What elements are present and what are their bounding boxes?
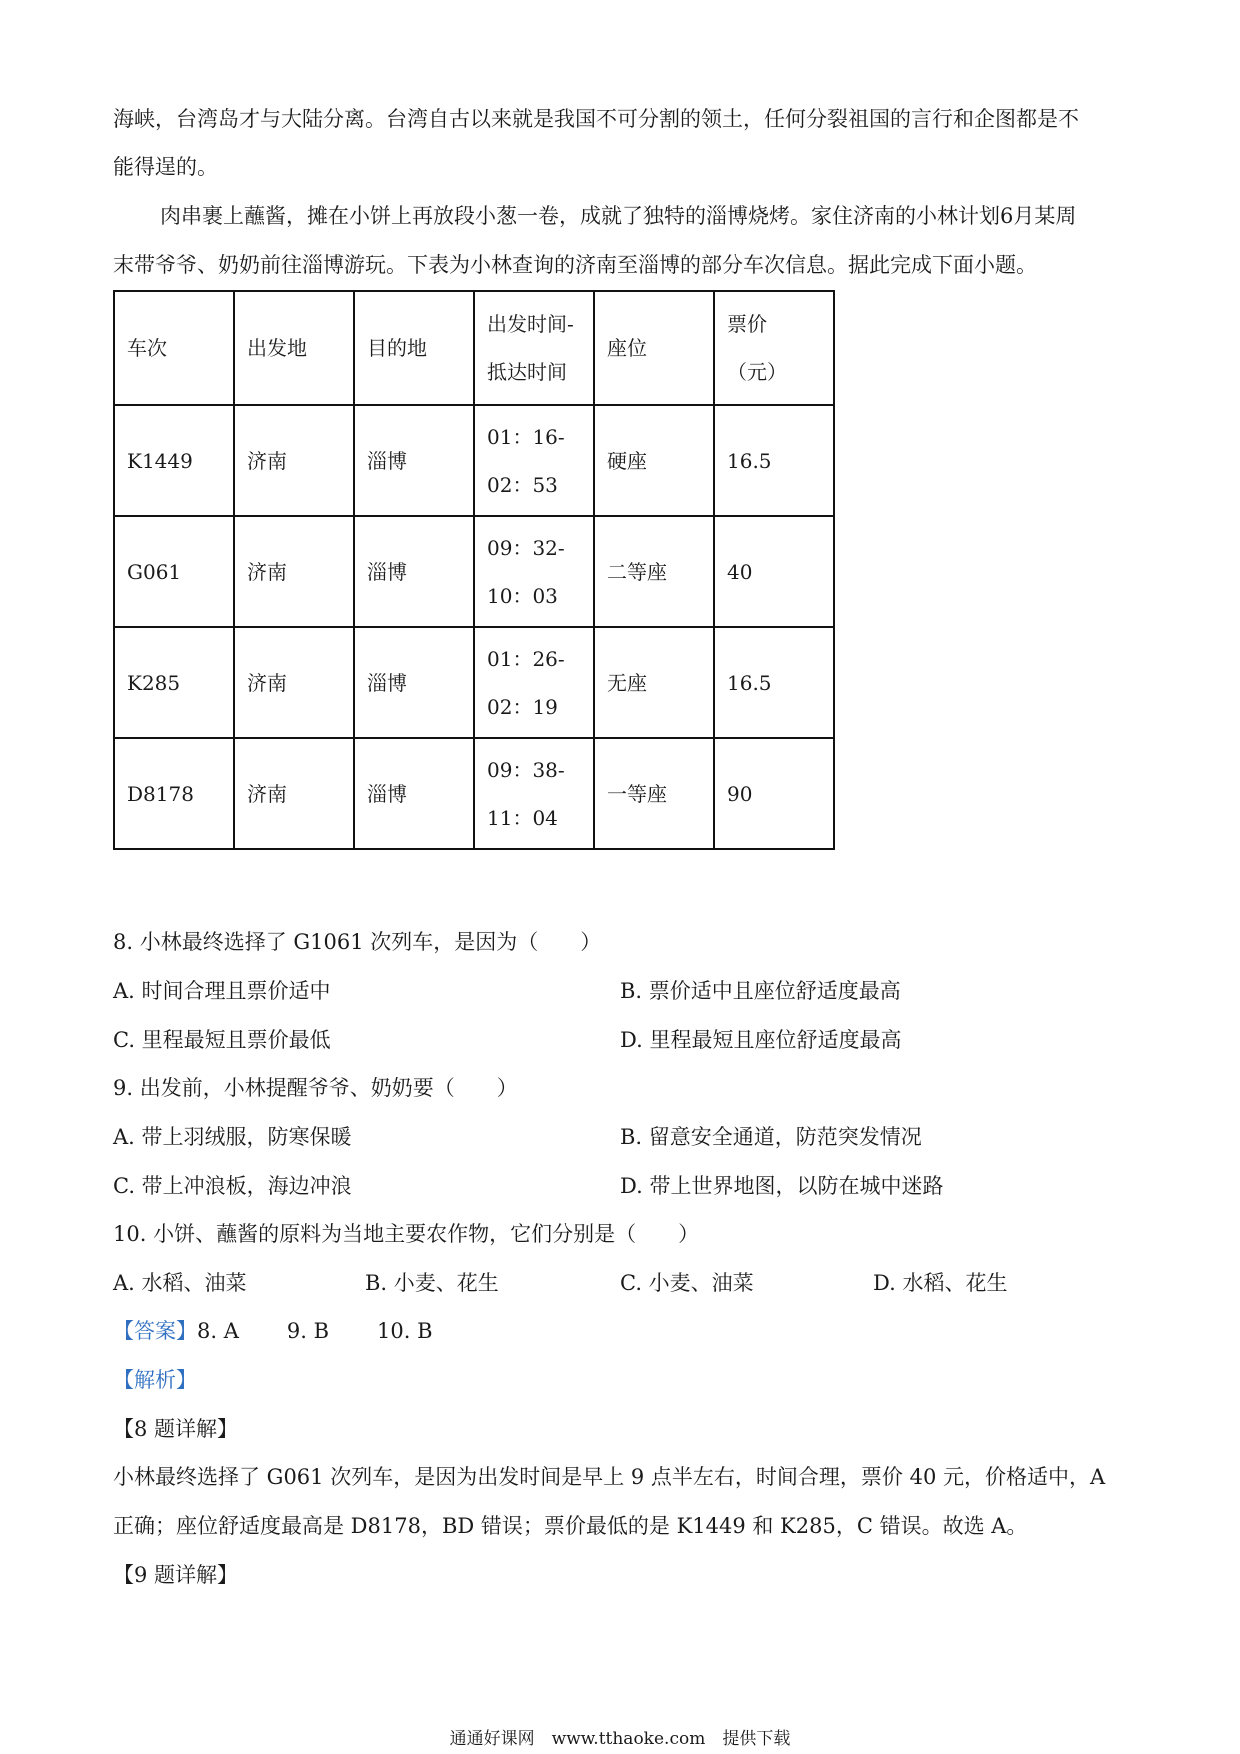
cell-from: 济南 bbox=[234, 516, 354, 627]
intro-line-1: 海峡，台湾岛才与大陆分离。台湾自古以来就是我国不可分割的领土，任何分裂祖国的言行和企图都是不 bbox=[113, 107, 1079, 131]
intro-line-2: 能得逞的。 bbox=[113, 155, 218, 179]
analysis-tag: 【解析】 bbox=[113, 1368, 197, 1392]
cell-seat: 硬座 bbox=[594, 405, 714, 516]
cell-from: 济南 bbox=[234, 405, 354, 516]
cell-train: K1449 bbox=[114, 405, 234, 516]
header-cell-price: 票价 （元） bbox=[714, 291, 834, 405]
table-row bbox=[114, 738, 834, 849]
table-row bbox=[114, 516, 834, 627]
cell-price: 16.5 bbox=[714, 627, 834, 738]
cell-seat: 一等座 bbox=[594, 738, 714, 849]
cell-to: 淄博 bbox=[354, 516, 474, 627]
cell-to: 淄博 bbox=[354, 405, 474, 516]
q8-option-a: A. 时间合理且票价适中 bbox=[113, 979, 331, 1003]
header-cell-seat: 座位 bbox=[594, 291, 714, 405]
q9-option-c: C. 带上冲浪板，海边冲浪 bbox=[113, 1174, 352, 1198]
header-cell-train: 车次 bbox=[114, 291, 234, 405]
q9-option-a: A. 带上羽绒服，防寒保暖 bbox=[113, 1125, 352, 1149]
question-8: 8. 小林最终选择了 G1061 次列车，是因为（ ） bbox=[113, 930, 602, 954]
detail-8-title: 【8 题详解】 bbox=[113, 1417, 239, 1441]
cell-train: G061 bbox=[114, 516, 234, 627]
q8-option-d: D. 里程最短且座位舒适度最高 bbox=[620, 1028, 902, 1052]
answer-10: 10. B bbox=[377, 1319, 433, 1343]
page-footer: 通通好课网 www.tthaoke.com 提供下载 bbox=[449, 1729, 791, 1749]
cell-seat: 无座 bbox=[594, 627, 714, 738]
q10-option-a: A. 水稻、油菜 bbox=[113, 1271, 247, 1295]
q8-option-c: C. 里程最短且票价最低 bbox=[113, 1028, 331, 1052]
q9-option-b: B. 留意安全通道，防范突发情况 bbox=[620, 1125, 922, 1149]
cell-price: 40 bbox=[714, 516, 834, 627]
answer-8: 8. A bbox=[197, 1319, 239, 1343]
cell-train: D8178 bbox=[114, 738, 234, 849]
q10-option-b: B. 小麦、花生 bbox=[365, 1271, 499, 1295]
cell-time: 01：16- 02：53 bbox=[474, 405, 594, 516]
question-9: 9. 出发前，小林提醒爷爷、奶奶要（ ） bbox=[113, 1076, 518, 1100]
cell-time: 09：38- 11：04 bbox=[474, 738, 594, 849]
cell-to: 淄博 bbox=[354, 738, 474, 849]
table-row bbox=[114, 405, 834, 516]
q10-option-d: D. 水稻、花生 bbox=[873, 1271, 1008, 1295]
answer-9: 9. B bbox=[286, 1319, 330, 1343]
cell-time: 09：32- 10：03 bbox=[474, 516, 594, 627]
intro-line-3: 肉串裹上蘸酱，摊在小饼上再放段小葱一卷，成就了独特的淄博烧烤。家住济南的小林计划6月某周 bbox=[160, 204, 1077, 228]
header-cell-to: 目的地 bbox=[354, 291, 474, 405]
q10-option-c: C. 小麦、油菜 bbox=[620, 1271, 754, 1295]
table-header-row bbox=[114, 291, 834, 405]
detail-8-line-1: 小林最终选择了 G061 次列车，是因为出发时间是早上 9 点半左右，时间合理，票价 40 元，价格适中，A bbox=[113, 1465, 1106, 1489]
cell-from: 济南 bbox=[234, 738, 354, 849]
answer-tag: 【答案】 bbox=[113, 1319, 197, 1343]
train-schedule-table bbox=[113, 290, 835, 850]
cell-price: 90 bbox=[714, 738, 834, 849]
intro-line-4: 末带爷爷、奶奶前往淄博游玩。下表为小林查询的济南至淄博的部分车次信息。据此完成下面小题。 bbox=[113, 253, 1037, 277]
detail-9-title: 【9 题详解】 bbox=[113, 1563, 239, 1587]
header-cell-from: 出发地 bbox=[234, 291, 354, 405]
cell-seat: 二等座 bbox=[594, 516, 714, 627]
answer-line bbox=[113, 1316, 433, 1346]
cell-price: 16.5 bbox=[714, 405, 834, 516]
question-10: 10. 小饼、蘸酱的原料为当地主要农作物，它们分别是（ ） bbox=[113, 1222, 700, 1246]
cell-from: 济南 bbox=[234, 627, 354, 738]
q9-option-d: D. 带上世界地图，以防在城中迷路 bbox=[620, 1174, 944, 1198]
cell-train: K285 bbox=[114, 627, 234, 738]
q8-option-b: B. 票价适中且座位舒适度最高 bbox=[620, 979, 901, 1003]
table-row bbox=[114, 627, 834, 738]
detail-8-line-2: 正确；座位舒适度最高是 D8178，BD 错误；票价最低的是 K1449 和 K285，C 错误。故选 A。 bbox=[113, 1514, 1028, 1538]
cell-time: 01：26- 02：19 bbox=[474, 627, 594, 738]
cell-to: 淄博 bbox=[354, 627, 474, 738]
header-cell-time: 出发时间- 抵达时间 bbox=[474, 291, 594, 405]
